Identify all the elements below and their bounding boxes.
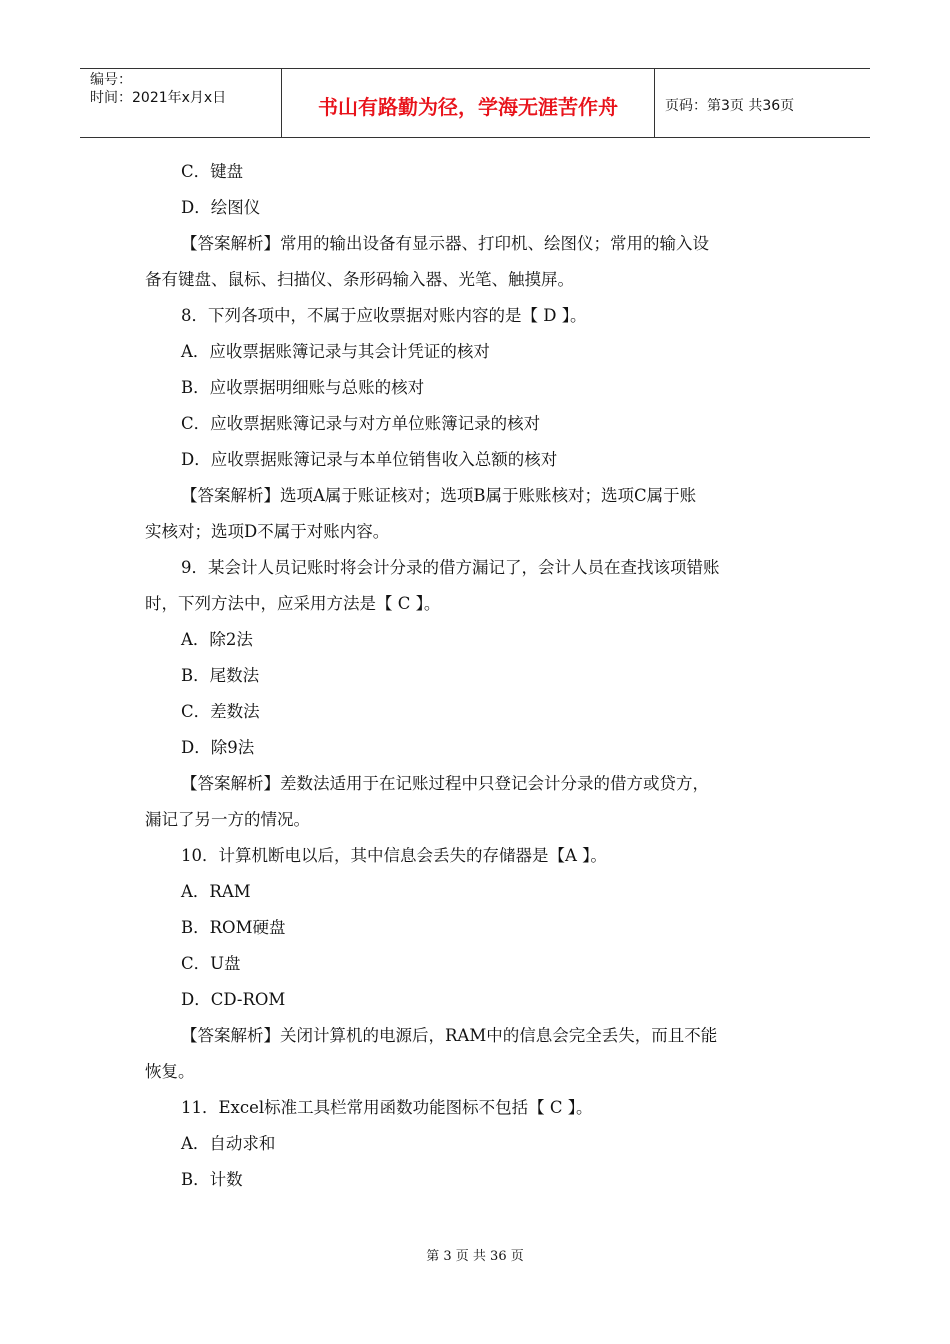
answer-option: A．RAM <box>181 882 251 901</box>
answer-option: A．除2法 <box>181 630 253 649</box>
text-line: 时，下列方法中，应采用方法是【 C 】。 <box>145 594 441 613</box>
text-line: 【答案解析】选项A属于账证核对；选项B属于账账核对；选项C属于账 <box>181 486 697 505</box>
document-body <box>145 154 810 1198</box>
page-footer: 第 3 页 共 36 页 <box>426 1249 524 1264</box>
text-line: 备有键盘、鼠标、扫描仪、条形码输入器、光笔、触摸屏。 <box>145 270 574 289</box>
text-line: 漏记了另一方的情况。 <box>145 810 310 829</box>
answer-option: C．U盘 <box>181 954 241 973</box>
text-line: 11．Excel标准工具栏常用函数功能图标不包括【 C 】。 <box>181 1098 593 1117</box>
text-line: 10．计算机断电以后，其中信息会丢失的存储器是【A 】。 <box>181 846 607 865</box>
answer-option: D．应收票据账簿记录与本单位销售收入总额的核对 <box>181 450 558 469</box>
text-line: 8．下列各项中，不属于应收票据对账内容的是【 D 】。 <box>181 306 587 325</box>
document-date: 时间：2021年x月x日 <box>90 90 227 106</box>
answer-option: C．应收票据账簿记录与对方单位账簿记录的核对 <box>181 414 541 433</box>
answer-option: A．应收票据账簿记录与其会计凭证的核对 <box>181 342 490 361</box>
answer-option: C．键盘 <box>181 162 244 181</box>
answer-option: B．尾数法 <box>181 666 260 685</box>
text-line: 9．某会计人员记账时将会计分录的借方漏记了，会计人员在查找该项错账 <box>181 558 720 577</box>
document-number-label: 编号： <box>90 72 132 88</box>
answer-option: D．绘图仪 <box>181 198 261 217</box>
page-header <box>80 68 870 138</box>
answer-option: B．计数 <box>181 1170 243 1189</box>
text-line: 实核对；选项D不属于对账内容。 <box>145 522 390 541</box>
header-left-cell <box>80 69 282 137</box>
answer-option: B．ROM硬盘 <box>181 918 286 937</box>
answer-option: C．差数法 <box>181 702 260 721</box>
answer-option: D．CD-ROM <box>181 990 286 1009</box>
answer-option: B．应收票据明细账与总账的核对 <box>181 378 425 397</box>
answer-option: A．自动求和 <box>181 1134 276 1153</box>
text-line: 【答案解析】常用的输出设备有显示器、打印机、绘图仪；常用的输入设 <box>181 234 709 253</box>
header-motto: 书山有路勤为径，学海无涯苦作舟 <box>282 69 655 137</box>
text-line: 恢复。 <box>145 1062 195 1081</box>
text-line: 【答案解析】关闭计算机的电源后，RAM中的信息会完全丢失，而且不能 <box>181 1026 718 1045</box>
text-line: 【答案解析】差数法适用于在记账过程中只登记会计分录的借方或贷方， <box>181 774 709 793</box>
answer-option: D．除9法 <box>181 738 255 757</box>
header-page-info: 页码：第3页 共36页 <box>665 98 795 114</box>
